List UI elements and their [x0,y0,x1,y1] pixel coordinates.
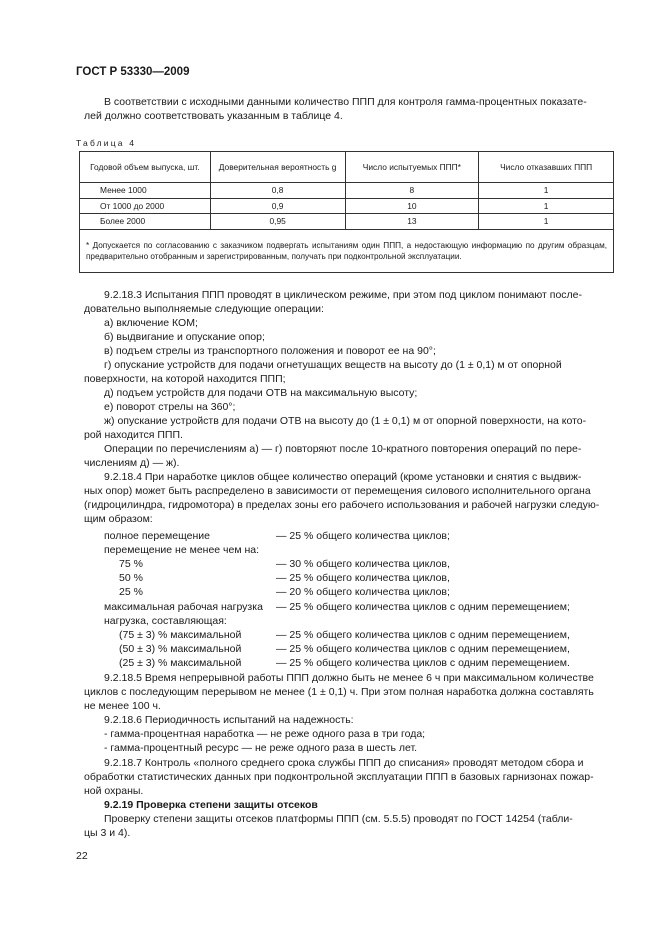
p9-2-18-5-line: не менее 100 ч. [84,700,161,712]
section-9-2-19-line: цы 3 и 4). [84,827,131,839]
distribution-label: 50 % [119,572,143,584]
p9-2-18-7-line: ной охраны. [84,785,144,797]
table-cell: Более 2000 [80,214,211,230]
p9-2-18-3-line: числениям д) — ж). [84,457,180,469]
table-cell: 13 [345,214,479,230]
table-row [80,214,614,230]
table-row [80,183,614,199]
intro-line-2: лей должно соответствовать указанным в таблице 4. [84,110,343,122]
p9-2-18-4-line: 9.2.18.4 При наработке циклов общее количество операций (кроме установки и снятия с выдвиж- [104,471,582,483]
p9-2-18-6-line: - гамма-процентный ресурс — не реже одного раза в шесть лет. [104,742,418,754]
distribution-label: 25 % [119,586,143,598]
p9-2-18-3-line: 9.2.18.3 Испытания ППП проводят в циклическом режиме, при этом под циклом понимают после- [104,289,583,301]
table-cell: 1 [479,198,614,214]
p9-2-18-3-line: г) опускание устройств для подачи огнетушащих веществ на высоту до (1 ± 0,1) м от опорной [104,359,562,371]
p9-2-18-3-line: довательно выполняемые следующие операции: [84,303,324,315]
table-cell: 1 [479,183,614,199]
table-cell: 0,8 [210,183,345,199]
p9-2-18-4-line: щим образом: [84,513,153,525]
distribution-label: (25 ± 3) % максимальной [119,657,242,669]
table-cell: Менее 1000 [80,183,211,199]
p9-2-18-3-line: б) выдвигание и опускание опор; [104,331,265,343]
table-cell: От 1000 до 2000 [80,198,211,214]
distribution-label: максимальная рабочая нагрузка [104,601,263,613]
table-cell: 8 [345,183,479,199]
p9-2-18-7-line: обработки статистических данных при подконтрольной эксплуатации ППП в базовых гарнизонах пожар- [84,771,594,783]
table-row [80,198,614,214]
distribution-value: — 30 % общего количества циклов, [276,558,450,570]
distribution-value: — 25 % общего количества циклов с одним перемещением, [276,643,570,655]
p9-2-18-3-line: Операции по перечислениям а) — г) повторяют после 10-кратного повторения операций по пере- [104,443,582,455]
p9-2-18-3-line: е) поворот стрелы на 360°; [104,401,236,413]
p9-2-18-3-line: ж) опускание устройств для подачи ОТВ на высоту до (1 ± 0,1) м от опорной поверхности, на кото- [104,415,587,427]
distribution-label: 75 % [119,558,143,570]
table-cell: 1 [479,214,614,230]
distribution-label: полное перемещение [104,530,210,542]
p9-2-18-3-line: д) подъем устройств для подачи ОТВ на максимальную высоту; [104,387,418,399]
table-header-cell: Число испытуемых ППП* [345,152,479,183]
distribution-label: нагрузка, составляющая: [104,615,227,627]
distribution-label: перемещение не менее чем на: [104,544,260,556]
table-header-row [80,152,614,183]
distribution-value: — 25 % общего количества циклов с одним перемещением. [276,657,570,669]
distribution-value: — 20 % общего количества циклов; [276,586,450,598]
distribution-value: — 25 % общего количества циклов; [276,530,450,542]
distribution-value: — 25 % общего количества циклов с одним перемещением; [276,601,570,613]
table-header-cell: Доверительная вероятность g [210,152,345,183]
intro-line-1: В соответствии с исходными данными количество ППП для контроля гамма-процентных показате- [104,96,587,108]
document-header: ГОСТ Р 53330—2009 [76,66,190,78]
table-4 [79,151,614,273]
table-footnote: * Допускается по согласованию с заказчиком подвергать испытаниям один ППП, а недостающую информацию по другим образцам, предварительно отобранным и зарегистрированным, получать при подконтрольной эксплуатации. [80,229,614,272]
table-caption: Таблица 4 [76,138,137,148]
p9-2-18-3-line: а) включение КОМ; [104,317,198,329]
section-9-2-19-title: 9.2.19 Проверка степени защиты отсеков [104,799,318,811]
p9-2-18-6-line: 9.2.18.6 Периодичность испытаний на надежность: [104,714,354,726]
distribution-label: (50 ± 3) % максимальной [119,643,242,655]
p9-2-18-3-line: в) подъем стрелы из транспортного положения и поворот ее на 90°; [104,345,436,357]
p9-2-18-3-line: рой находится ППП. [84,429,183,441]
table-cell: 10 [345,198,479,214]
p9-2-18-4-line: (гидроцилиндра, гидромотора) в пределах зоны его рабочего использования и рабочей нагрузки следую- [84,499,600,511]
page-number: 22 [76,850,88,862]
p9-2-18-3-line: поверхности, на которой находится ППП; [84,373,286,385]
table-cell: 0,95 [210,214,345,230]
distribution-label: (75 ± 3) % максимальной [119,629,242,641]
p9-2-18-5-line: 9.2.18.5 Время непрерывной работы ППП должно быть не менее 6 ч при максимальном количестве [104,672,594,684]
p9-2-18-4-line: ных опор) может быть распределено в зависимости от перемещения силового исполнительного органа [84,485,591,497]
table-note-row [80,229,614,272]
p9-2-18-5-line: циклов с последующим перерывом не менее (1 ± 0,1) ч. При этом полная наработка должна составлять [84,686,594,698]
distribution-value: — 25 % общего количества циклов, [276,572,450,584]
table-cell: 0,9 [210,198,345,214]
table-header-cell: Годовой объем выпуска, шт. [80,152,211,183]
section-9-2-19-line: Проверку степени защиты отсеков платформы ППП (см. 5.5.5) проводят по ГОСТ 14254 (табли- [104,813,573,825]
p9-2-18-7-line: 9.2.18.7 Контроль «полного среднего срока службы ППП до списания» проводят методом сбора и [104,757,584,769]
distribution-value: — 25 % общего количества циклов с одним перемещением, [276,629,570,641]
table-header-cell: Число отказавших ППП [479,152,614,183]
p9-2-18-6-line: - гамма-процентная наработка — не реже одного раза в три года; [104,728,426,740]
